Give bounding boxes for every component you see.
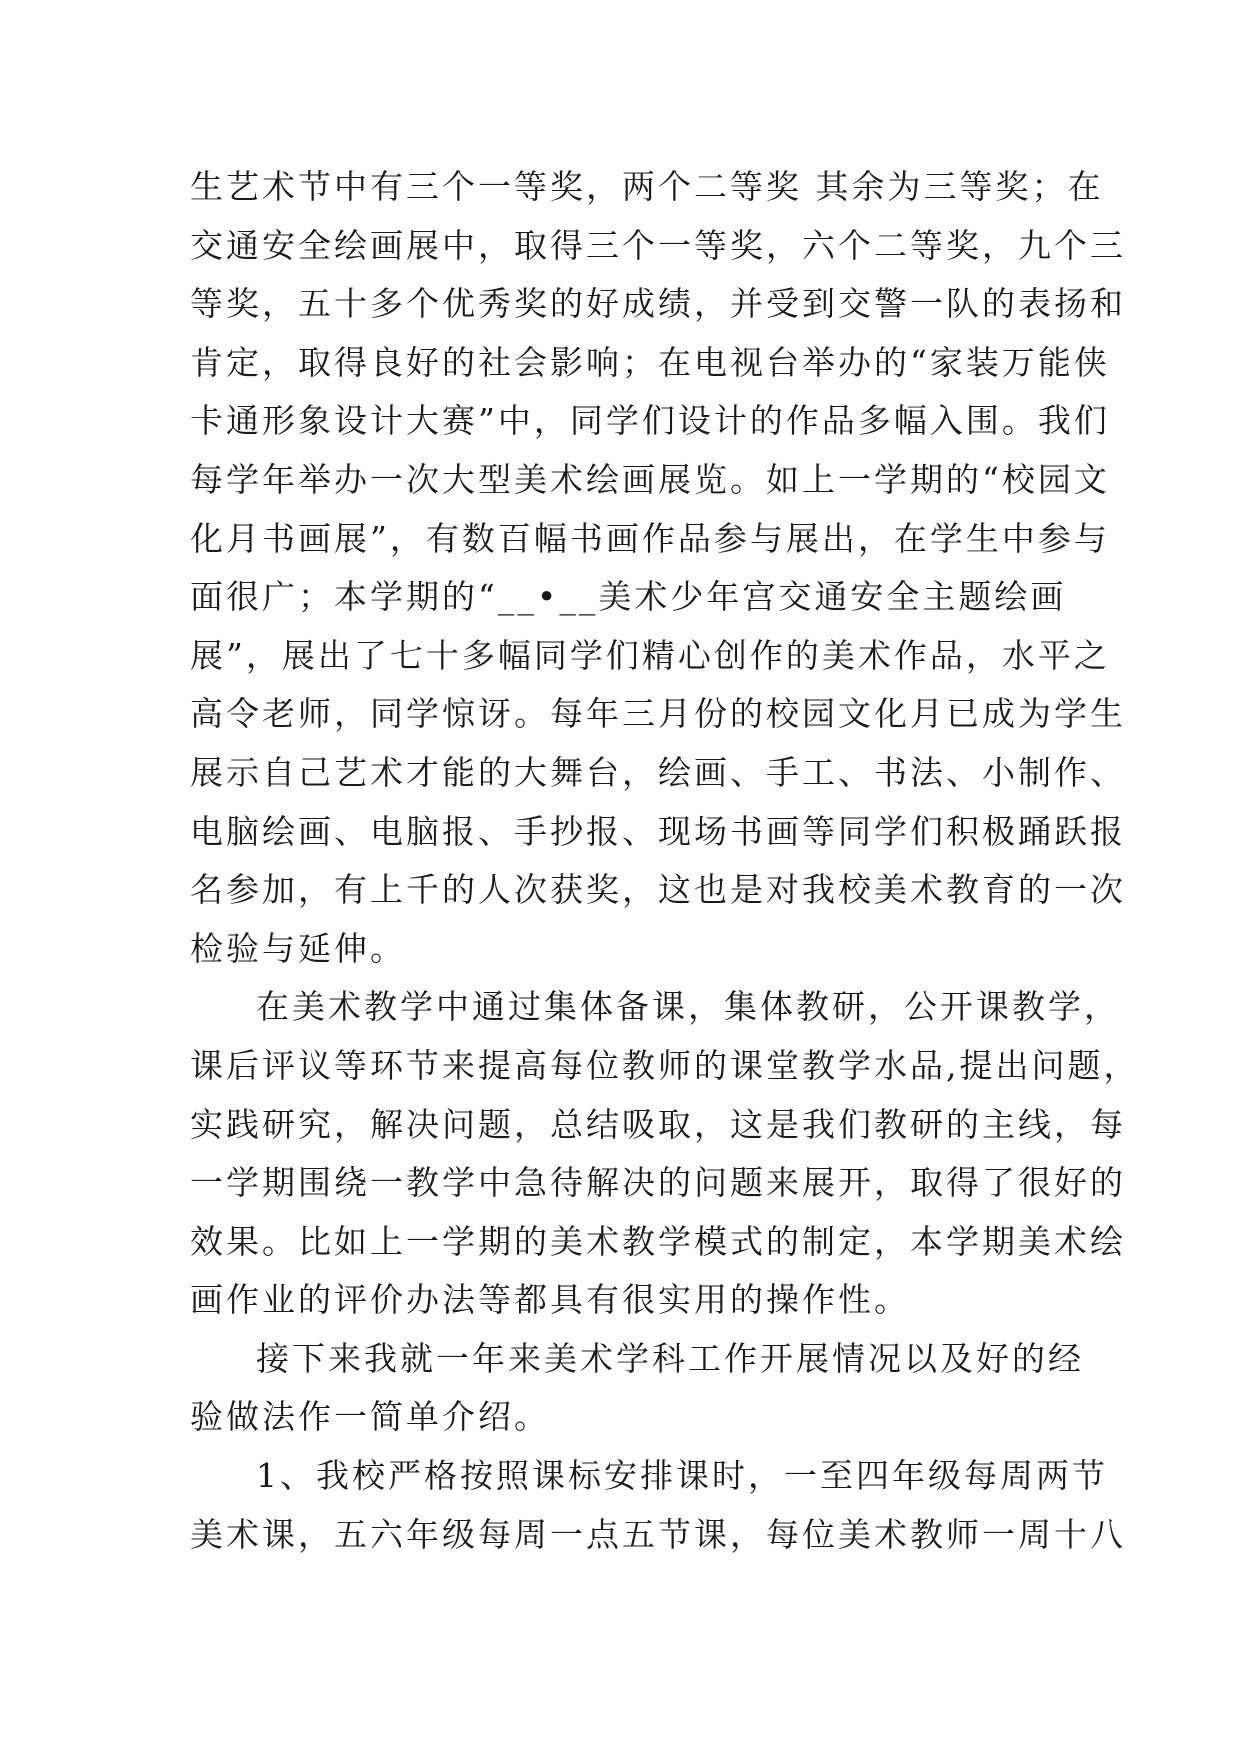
text-line: 验做法作一简单介绍。 [190,1397,550,1437]
text-line: 每学年举办一次大型美术绘画展览。如上一学期的“校园文 [190,459,1110,499]
text-line: 美术课，五六年级每周一点五节课，每位美术教师一周十八 [190,1514,1126,1554]
text-line: 检验与延伸。 [190,928,406,968]
text-line: 实践研究，解决问题，总结吸取，这是我们教研的主线，每 [190,1104,1126,1144]
text-line: 肯定，取得良好的社会影响；在电视台举办的“家装万能侠 [190,342,1110,382]
text-line: 在美术教学中通过集体备课，集体教研，公开课教学， [256,987,1120,1027]
text-line: 课后评议等环节来提高每位教师的课堂教学水品,提出问题， [190,1045,1140,1085]
text-line: 名参加，有上千的人次获奖，这也是对我校美术教育的一次 [190,870,1126,910]
body-text [190,158,1140,1564]
text-line: 高令老师，同学惊讶。每年三月份的校园文化月已成为学生 [190,694,1126,734]
text-line: 展示自己艺术才能的大舞台，绘画、手工、书法、小制作、 [190,752,1126,792]
text-line: 效果。比如上一学期的美术教学模式的制定，本学期美术绘 [190,1221,1126,1261]
text-line: 一学期围绕一教学中急待解决的问题来展开，取得了很好的 [190,1163,1126,1203]
text-line: 化月书画展”，有数百幅书画作品参与展出，在学生中参与 [190,518,1110,558]
text-line: 等奖，五十多个优秀奖的好成绩，并受到交警一队的表扬和 [190,284,1126,324]
text-line: 展”，展出了七十多幅同学们精心创作的美术作品，水平之 [190,635,1110,675]
text-line: 面很广；本学期的“__•__美术少年宫交通安全主题绘画 [190,577,1067,617]
text-line: 接下来我就一年来美术学科工作开展情况以及好的经 [256,1338,1084,1378]
text-line: 生艺术节中有三个一等奖，两个二等奖 其余为三等奖；在 [190,167,1104,206]
text-line: 画作业的评价办法等都具有很实用的操作性。 [190,1280,910,1320]
text-line: 1、我校严格按照课标安排课时，一至四年级每周两节 [256,1456,1108,1496]
text-line: 交通安全绘画展中，取得三个一等奖，六个二等奖，九个三 [190,225,1126,265]
text-line: 电脑绘画、电脑报、手抄报、现场书画等同学们积极踊跃报 [190,811,1126,851]
text-line: 卡通形象设计大赛”中，同学们设计的作品多幅入围。我们 [190,401,1110,441]
